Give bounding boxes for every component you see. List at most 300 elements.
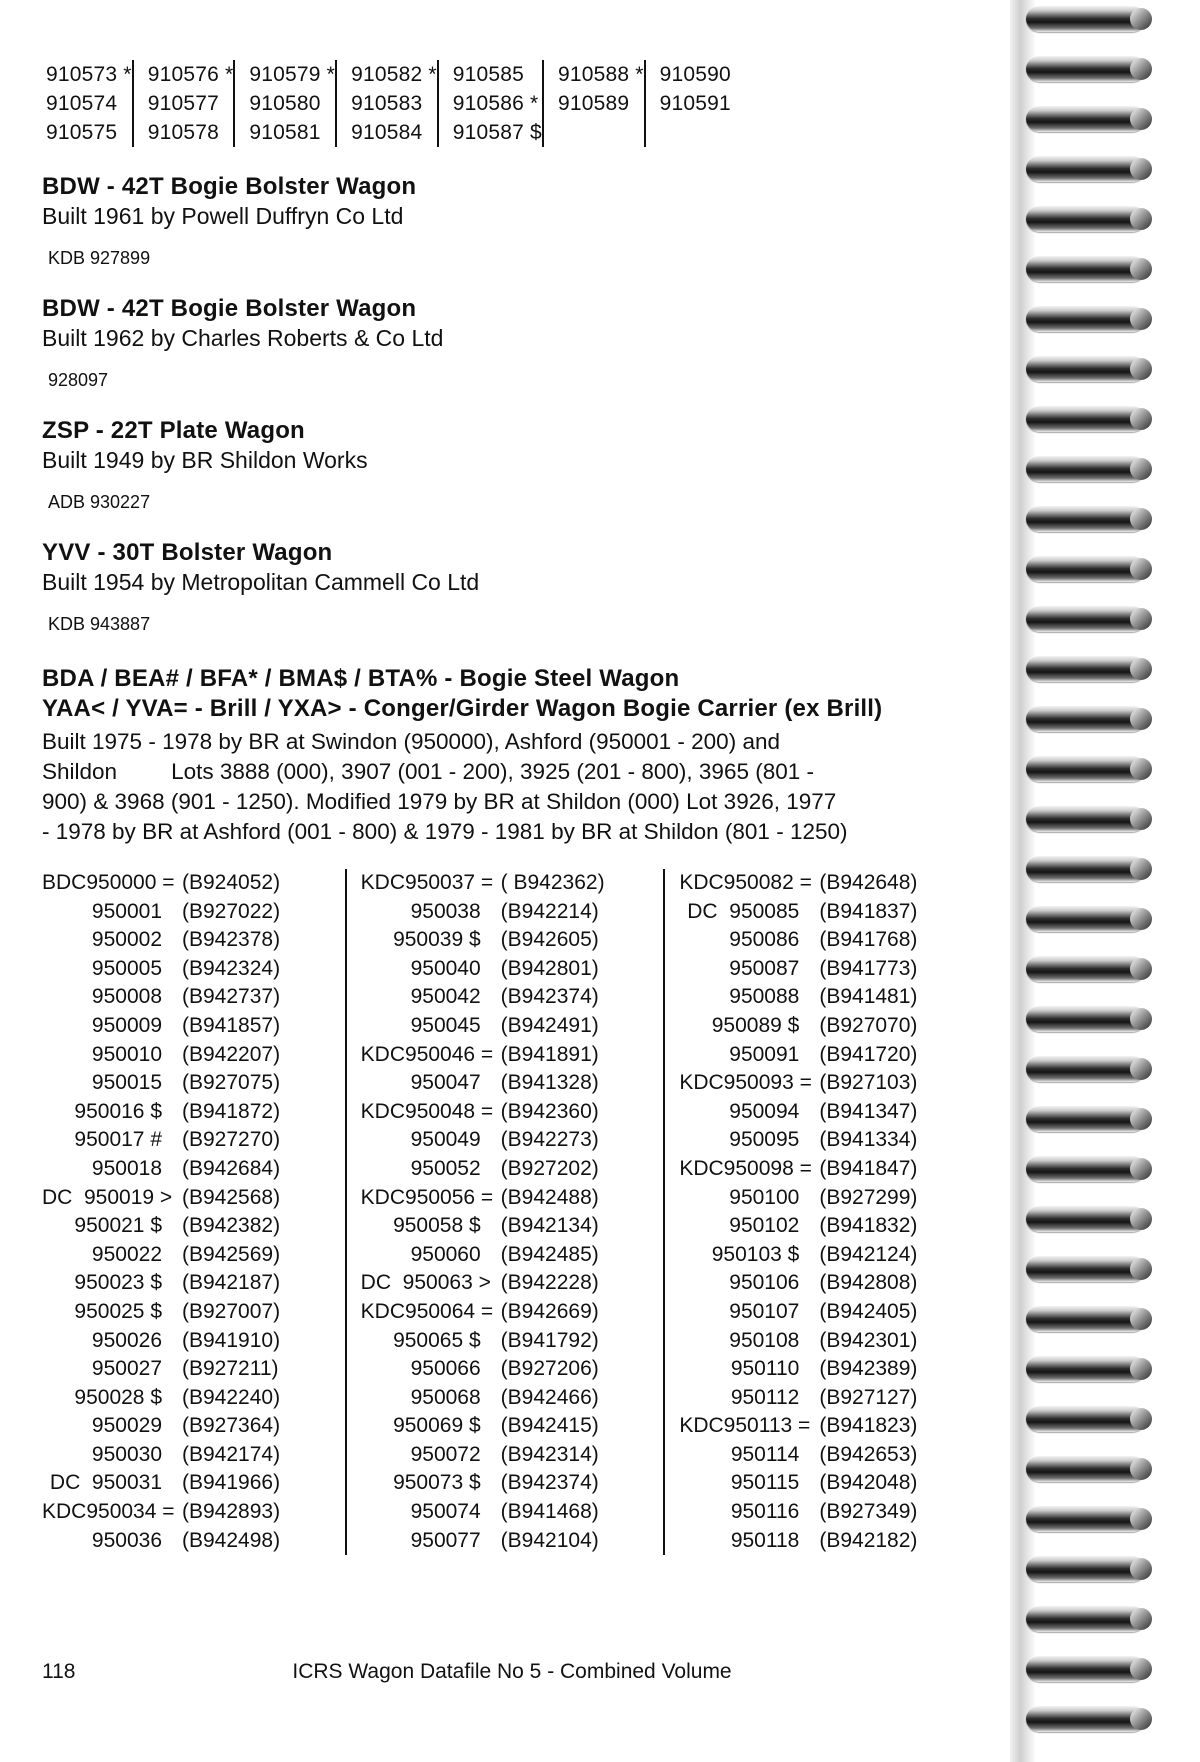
section-title-line1: BDA / BEA# / BFA* / BMA$ / BTA% - Bogie Steel Wagon xyxy=(42,665,680,692)
listing-brnumber: (B942801) xyxy=(500,956,599,980)
binding-coil xyxy=(1026,706,1146,732)
listing-brnumber: (B941328) xyxy=(500,1071,599,1095)
listing-row xyxy=(679,1012,982,1041)
listing-brnumber: (B942389) xyxy=(819,1357,918,1381)
listing-number: 950073 $ xyxy=(393,1471,481,1495)
listing-row xyxy=(42,1355,345,1384)
listing-row xyxy=(679,926,982,955)
listing-brnumber: (B942669) xyxy=(500,1299,599,1323)
wagon-section-bogie-steel xyxy=(42,665,982,847)
number-cell: 910581 xyxy=(249,121,321,144)
desc-line-1: Built 1975 - 1978 by BR at Swindon (950000), Ashford (950001 - 200) and xyxy=(42,729,780,754)
binding-coil xyxy=(1026,956,1146,982)
listing-number: 950023 $ xyxy=(74,1271,162,1295)
number-column xyxy=(335,60,437,147)
listing-row xyxy=(679,1269,982,1298)
listing-row xyxy=(679,1498,982,1527)
listing-number: 950106 xyxy=(729,1271,800,1295)
listing-brnumber: (B941481) xyxy=(819,985,918,1009)
listing-row xyxy=(361,1098,664,1127)
number-cell: 910589 xyxy=(557,92,630,115)
listing-brnumber: (B941837) xyxy=(819,899,918,923)
number-column xyxy=(542,60,644,147)
listing-brnumber: (B942207) xyxy=(182,1042,281,1066)
listing-brnumber: (B927270) xyxy=(182,1128,281,1152)
listing-row xyxy=(42,1298,345,1327)
listing-brnumber: (B941792) xyxy=(500,1328,599,1352)
top-number-grid xyxy=(42,60,982,147)
listing-brnumber: (B941347) xyxy=(819,1099,918,1123)
listing-row xyxy=(42,1527,345,1556)
listing-number: 950029 xyxy=(91,1414,162,1438)
listing-row xyxy=(361,1041,664,1070)
binding-coil xyxy=(1026,1256,1146,1282)
listing-brnumber: (B941768) xyxy=(819,928,918,952)
listing-number: 950108 xyxy=(729,1328,800,1352)
section-built: Built 1949 by BR Shildon Works xyxy=(42,447,368,473)
binding-coil xyxy=(1026,1706,1146,1732)
listing-brnumber: (B941966) xyxy=(182,1471,281,1495)
listing-number: 950038 xyxy=(410,899,481,923)
listing-row xyxy=(361,1355,664,1384)
listing-row xyxy=(361,1469,664,1498)
listing-brnumber: (B942808) xyxy=(819,1271,918,1295)
binding-coil xyxy=(1026,156,1146,182)
listing-row xyxy=(361,1269,664,1298)
listing-row xyxy=(679,1098,982,1127)
number-listing xyxy=(42,869,982,1555)
listing-number: 950094 xyxy=(729,1099,800,1123)
listing-number: 950110 xyxy=(730,1357,800,1381)
listing-row xyxy=(42,1441,345,1470)
listing-brnumber: (B941847) xyxy=(819,1156,918,1180)
listing-brnumber: (B942360) xyxy=(500,1099,599,1123)
listing-brnumber: (B927127) xyxy=(819,1385,918,1409)
listing-number: 950077 xyxy=(410,1528,481,1552)
listing-row xyxy=(361,1184,664,1213)
listing-row xyxy=(42,1241,345,1270)
listing-row xyxy=(42,926,345,955)
listing-row xyxy=(361,1241,664,1270)
wagon-section xyxy=(42,173,982,269)
listing-column-1 xyxy=(42,869,345,1555)
listing-row xyxy=(679,955,982,984)
section-numbers: 928097 xyxy=(48,370,109,390)
binding-coil xyxy=(1026,256,1146,282)
listing-brnumber: (B942104) xyxy=(500,1528,599,1552)
binding-coil xyxy=(1026,1006,1146,1032)
number-cell: 910575 xyxy=(46,121,118,144)
binding-coil xyxy=(1026,1506,1146,1532)
listing-row xyxy=(361,1412,664,1441)
binding-coil xyxy=(1026,656,1146,682)
listing-brnumber: (B942124) xyxy=(819,1242,918,1266)
listing-brnumber: (B927364) xyxy=(182,1414,281,1438)
listing-number: 950060 xyxy=(410,1242,481,1266)
listing-row xyxy=(679,1527,982,1556)
listing-number: 950005 xyxy=(91,956,162,980)
listing-number: KDC950082 = xyxy=(679,871,812,894)
listing-number: 950086 xyxy=(729,928,800,952)
listing-brnumber: (B927299) xyxy=(819,1185,918,1209)
listing-number: 950001 xyxy=(91,899,162,923)
listing-brnumber: (B942374) xyxy=(500,985,599,1009)
listing-row xyxy=(679,869,982,898)
number-column xyxy=(132,60,234,147)
listing-brnumber: (B927211) xyxy=(182,1357,279,1381)
listing-number: 950072 xyxy=(410,1442,481,1466)
section-numbers: ADB 930227 xyxy=(48,492,151,512)
wagon-section xyxy=(42,539,982,635)
page-number: 118 xyxy=(42,1660,76,1683)
listing-brnumber: (B942893) xyxy=(182,1500,281,1524)
number-column xyxy=(437,60,542,147)
binding-coil xyxy=(1026,606,1146,632)
listing-number: 950069 $ xyxy=(393,1414,481,1438)
listing-number: DC 950063 > xyxy=(360,1271,491,1295)
listing-number: 950103 $ xyxy=(711,1242,800,1266)
listing-row xyxy=(679,1384,982,1413)
desc-line-4: - 1978 by BR at Ashford (001 - 800) & 1979 - 1981 by BR at Shildon (801 - 1250) xyxy=(42,819,848,844)
listing-row xyxy=(679,1241,982,1270)
binding-coil xyxy=(1026,506,1146,532)
section-built: Built 1961 by Powell Duffryn Co Ltd xyxy=(42,203,404,229)
number-cell: 910579 * xyxy=(249,63,336,86)
listing-brnumber: (B927075) xyxy=(182,1071,281,1095)
listing-number: 950058 $ xyxy=(393,1214,481,1238)
listing-row xyxy=(361,1384,664,1413)
listing-number: 950039 $ xyxy=(393,928,481,952)
listing-brnumber: (B942684) xyxy=(182,1156,281,1180)
listing-brnumber: (B942648) xyxy=(819,871,918,894)
listing-brnumber: (B927007) xyxy=(182,1299,281,1323)
listing-number: 950022 xyxy=(91,1242,162,1266)
listing-brnumber: (B942182) xyxy=(819,1528,918,1552)
number-cell: 910584 xyxy=(351,121,423,144)
listing-brnumber: (B942498) xyxy=(182,1528,281,1552)
listing-number: BDC950000 = xyxy=(42,871,175,894)
listing-row xyxy=(42,869,345,898)
listing-brnumber: (B927070) xyxy=(819,1013,918,1037)
listing-row xyxy=(679,1126,982,1155)
listing-row xyxy=(679,1355,982,1384)
listing-brnumber: (B927202) xyxy=(500,1156,599,1180)
listing-row xyxy=(42,955,345,984)
page-content xyxy=(42,60,982,1555)
binding-coil xyxy=(1026,6,1146,32)
listing-brnumber: (B942240) xyxy=(182,1385,281,1409)
number-cell: 910582 * xyxy=(351,63,437,86)
listing-brnumber: (B942485) xyxy=(500,1242,599,1266)
listing-row xyxy=(679,1041,982,1070)
binding-coil xyxy=(1026,1206,1146,1232)
binding-coil xyxy=(1026,56,1146,82)
listing-row xyxy=(361,1298,664,1327)
binding-coil xyxy=(1026,1156,1146,1182)
listing-number: 950042 xyxy=(410,985,481,1009)
listing-row xyxy=(679,1184,982,1213)
listing-row xyxy=(42,1498,345,1527)
listing-brnumber: (B942569) xyxy=(182,1242,281,1266)
number-cell: 910585 xyxy=(452,63,525,86)
listing-brnumber: (B927206) xyxy=(500,1357,599,1381)
binding-coil xyxy=(1026,906,1146,932)
binding-coil xyxy=(1026,1456,1146,1482)
listing-row xyxy=(361,1155,664,1184)
binding-coil xyxy=(1026,1356,1146,1382)
listing-brnumber: (B941891) xyxy=(500,1042,599,1066)
section-title: BDW - 42T Bogie Bolster Wagon xyxy=(42,295,417,322)
number-cell: 910587 $ xyxy=(452,121,542,144)
listing-brnumber: (B942466) xyxy=(500,1385,599,1409)
listing-number: 950030 xyxy=(91,1442,162,1466)
listing-number: 950040 xyxy=(410,956,481,980)
listing-number: 950107 xyxy=(729,1299,800,1323)
listing-number: 950036 xyxy=(91,1528,162,1552)
binding-coil xyxy=(1026,306,1146,332)
listing-row xyxy=(361,1069,664,1098)
listing-brnumber: (B941468) xyxy=(500,1500,599,1524)
listing-number: 950091 xyxy=(729,1042,800,1066)
listing-number: 950009 xyxy=(91,1013,162,1037)
number-cell: 910577 xyxy=(147,92,219,115)
listing-number: KDC950093 = xyxy=(679,1071,812,1095)
listing-number: 950112 xyxy=(730,1385,800,1409)
listing-row xyxy=(679,1412,982,1441)
listing-row xyxy=(42,1098,345,1127)
listing-brnumber: (B941823) xyxy=(819,1414,918,1438)
section-title: BDW - 42T Bogie Bolster Wagon xyxy=(42,173,417,200)
listing-number: 950021 $ xyxy=(74,1214,162,1238)
listing-number: 950025 $ xyxy=(74,1299,162,1323)
number-column xyxy=(233,60,335,147)
section-numbers: KDB 943887 xyxy=(48,614,151,634)
listing-number: 950015 xyxy=(91,1071,162,1095)
listing-row xyxy=(679,1441,982,1470)
listing-brnumber: (B941334) xyxy=(819,1128,918,1152)
listing-number: 950088 xyxy=(729,985,800,1009)
listing-number: 950016 $ xyxy=(74,1099,162,1123)
listing-brnumber: (B942405) xyxy=(819,1299,918,1323)
listing-row xyxy=(679,898,982,927)
section-title: ZSP - 22T Plate Wagon xyxy=(42,417,305,444)
number-column xyxy=(644,60,731,147)
number-cell: 910586 * xyxy=(452,92,539,115)
binding-coil xyxy=(1026,356,1146,382)
section-built: Built 1954 by Metropolitan Cammell Co Ltd xyxy=(42,569,480,595)
listing-brnumber: ( B942362) xyxy=(500,871,605,894)
listing-number: DC 950031 xyxy=(49,1471,162,1495)
listing-number: 950028 $ xyxy=(74,1385,162,1409)
listing-number: 950010 xyxy=(91,1042,162,1066)
listing-row xyxy=(42,1469,345,1498)
listing-brnumber: (B942214) xyxy=(500,899,599,923)
listing-brnumber: (B942228) xyxy=(500,1271,599,1295)
listing-row xyxy=(42,1269,345,1298)
listing-brnumber: (B927103) xyxy=(819,1071,918,1095)
listing-number: 950065 $ xyxy=(393,1328,481,1352)
listing-row xyxy=(679,1298,982,1327)
listing-number: 950068 xyxy=(410,1385,481,1409)
listing-number: KDC950056 = xyxy=(360,1185,494,1209)
binding-coil xyxy=(1026,1606,1146,1632)
binding-coil xyxy=(1026,1056,1146,1082)
listing-brnumber: (B942273) xyxy=(500,1128,599,1152)
listing-brnumber: (B942737) xyxy=(182,985,281,1009)
listing-row xyxy=(42,1327,345,1356)
section-description xyxy=(42,727,982,847)
listing-brnumber: (B924052) xyxy=(182,871,281,894)
listing-number: KDC950037 = xyxy=(360,871,494,894)
listing-number: 950002 xyxy=(91,928,162,952)
listing-number: KDC950064 = xyxy=(360,1299,494,1323)
binding-coil xyxy=(1026,1556,1146,1582)
listing-row xyxy=(679,1469,982,1498)
listing-row xyxy=(679,983,982,1012)
spiral-binding xyxy=(1010,0,1200,1762)
number-cell: 910576 * xyxy=(147,63,234,86)
listing-brnumber: (B942605) xyxy=(500,928,599,952)
listing-number: 950095 xyxy=(729,1128,800,1152)
section-numbers: KDB 927899 xyxy=(48,248,151,268)
listing-row xyxy=(361,1527,664,1556)
wagon-section xyxy=(42,295,982,391)
listing-brnumber: (B942653) xyxy=(819,1442,918,1466)
binding-coil xyxy=(1026,556,1146,582)
listing-number: 950102 xyxy=(729,1214,800,1238)
listing-number: KDC950113 = xyxy=(679,1414,811,1438)
wagon-section xyxy=(42,417,982,513)
listing-brnumber: (B942378) xyxy=(182,928,281,952)
listing-number: KDC950098 = xyxy=(679,1156,812,1180)
listing-number: KDC950048 = xyxy=(360,1099,494,1123)
listing-number: 950115 xyxy=(730,1471,800,1495)
listing-row xyxy=(361,869,664,898)
number-cell: 910588 * xyxy=(557,63,644,86)
listing-brnumber: (B927349) xyxy=(819,1500,918,1524)
listing-row xyxy=(42,1212,345,1241)
listing-number: 950027 xyxy=(91,1357,162,1381)
listing-number: 950052 xyxy=(410,1156,481,1180)
listing-number: 950118 xyxy=(730,1528,800,1552)
footer-title: ICRS Wagon Datafile No 5 - Combined Volume xyxy=(292,1660,732,1683)
listing-brnumber: (B942374) xyxy=(500,1471,599,1495)
listing-row xyxy=(679,1155,982,1184)
number-cell: 910573 * xyxy=(46,63,132,86)
listing-row xyxy=(361,1012,664,1041)
listing-row xyxy=(42,1384,345,1413)
listing-row xyxy=(679,1069,982,1098)
section-built: Built 1962 by Charles Roberts & Co Ltd xyxy=(42,325,444,351)
listing-brnumber: (B942134) xyxy=(500,1214,599,1238)
listing-number: 950047 xyxy=(410,1071,481,1095)
listing-row xyxy=(42,1412,345,1441)
listing-number: 950074 xyxy=(410,1500,481,1524)
listing-brnumber: (B942415) xyxy=(500,1414,599,1438)
listing-number: 950018 xyxy=(91,1156,162,1180)
listing-number: DC 950085 xyxy=(687,899,800,923)
listing-row xyxy=(42,1041,345,1070)
listing-number: 950066 xyxy=(410,1357,481,1381)
listing-number: 950049 xyxy=(410,1128,481,1152)
listing-row xyxy=(361,983,664,1012)
binding-coil xyxy=(1026,456,1146,482)
number-cell: 910580 xyxy=(249,92,321,115)
listing-brnumber: (B941910) xyxy=(182,1328,281,1352)
listing-number: KDC950046 = xyxy=(360,1042,494,1066)
listing-brnumber: (B942314) xyxy=(500,1442,599,1466)
binding-coil xyxy=(1026,806,1146,832)
listing-brnumber: (B941857) xyxy=(182,1013,281,1037)
section-title: YVV - 30T Bolster Wagon xyxy=(42,539,333,566)
desc-line-2b: Lots 3888 (000), 3907 (001 - 200), 3925 (201 - 800), 3965 (801 - xyxy=(171,759,814,784)
listing-row xyxy=(42,1012,345,1041)
listing-number: 950045 xyxy=(410,1013,481,1037)
listing-row xyxy=(42,898,345,927)
listing-row xyxy=(42,983,345,1012)
listing-row xyxy=(361,955,664,984)
listing-row xyxy=(679,1212,982,1241)
listing-number: 950100 xyxy=(729,1185,800,1209)
section-title-line2: YAA< / YVA= - Brill / YXA> - Conger/Girder Wagon Bogie Carrier (ex Brill) xyxy=(42,695,883,722)
listing-number: 950008 xyxy=(91,985,162,1009)
number-cell: 910591 xyxy=(659,92,731,115)
listing-brnumber: (B942174) xyxy=(182,1442,281,1466)
listing-brnumber: (B942488) xyxy=(500,1185,599,1209)
listing-row xyxy=(361,1441,664,1470)
listing-number: 950089 $ xyxy=(711,1013,800,1037)
listing-column-3 xyxy=(663,869,982,1555)
binding-coil xyxy=(1026,206,1146,232)
desc-line-3: 900) & 3968 (901 - 1250). Modified 1979 by BR at Shildon (000) Lot 3926, 1977 xyxy=(42,789,837,814)
listing-brnumber: (B942382) xyxy=(182,1214,281,1238)
listing-row xyxy=(361,898,664,927)
binding-coil xyxy=(1026,1306,1146,1332)
listing-brnumber: (B941832) xyxy=(819,1214,918,1238)
binding-coil xyxy=(1026,406,1146,432)
listing-brnumber: (B942301) xyxy=(819,1328,918,1352)
binding-coil xyxy=(1026,1406,1146,1432)
binding-coil xyxy=(1026,106,1146,132)
listing-number: DC 950019 > xyxy=(42,1185,173,1209)
listing-brnumber: (B942491) xyxy=(500,1013,599,1037)
listing-number: KDC950034 = xyxy=(42,1500,175,1524)
listing-row xyxy=(42,1184,345,1213)
listing-brnumber: (B941720) xyxy=(819,1042,918,1066)
listing-number: 950017 # xyxy=(74,1128,162,1152)
listing-number: 950087 xyxy=(729,956,800,980)
listing-number: 950114 xyxy=(730,1442,800,1466)
listing-brnumber: (B941773) xyxy=(819,956,918,980)
number-cell: 910574 xyxy=(46,92,118,115)
number-cell: 910590 xyxy=(659,63,731,86)
listing-row xyxy=(361,1498,664,1527)
listing-brnumber: (B942048) xyxy=(819,1471,918,1495)
listing-row xyxy=(42,1126,345,1155)
listing-brnumber: (B927022) xyxy=(182,899,281,923)
number-column xyxy=(42,60,132,147)
listing-row xyxy=(361,1126,664,1155)
listing-row xyxy=(42,1155,345,1184)
listing-row xyxy=(361,1212,664,1241)
listing-number: 950116 xyxy=(730,1500,800,1524)
listing-brnumber: (B942568) xyxy=(182,1185,281,1209)
listing-number: 950026 xyxy=(91,1328,162,1352)
number-cell: 910578 xyxy=(147,121,219,144)
listing-brnumber: (B941872) xyxy=(182,1099,281,1123)
binding-coil xyxy=(1026,1656,1146,1682)
number-cell: 910583 xyxy=(351,92,423,115)
